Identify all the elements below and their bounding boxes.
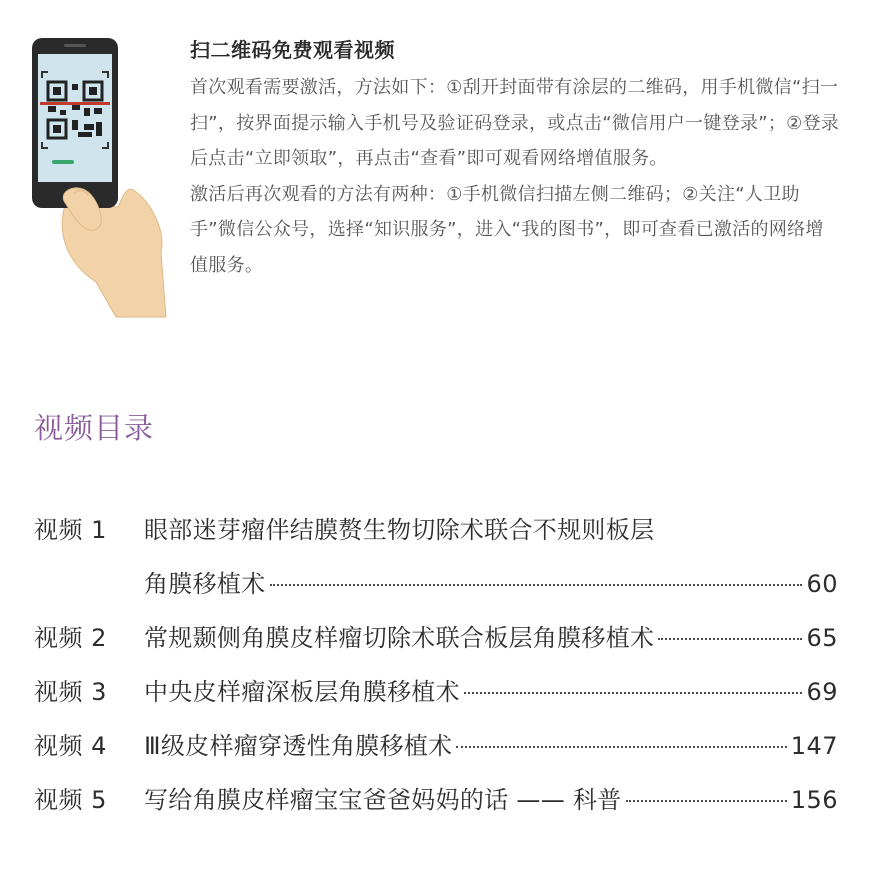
leader-dots <box>658 638 802 640</box>
intro-paragraph-rewatch: 激活后再次观看的方法有两种：①手机微信扫描左侧二维码；②关注“人卫助手”微信公众号，选择“知识服务”，进入“我的图书”，即可查看已激活的网络增值服务。 <box>190 183 824 276</box>
toc-item-1-continuation[interactable] <box>34 564 838 618</box>
leader-dots <box>464 692 803 694</box>
toc-item-title: Ⅲ级皮样瘤穿透性角膜移植术 <box>144 732 453 760</box>
intro-section <box>190 36 840 283</box>
intro-paragraph-activation: 首次观看需要激活，方法如下：①刮开封面带有涂层的二维码，用手机微信“扫一扫”，按界面提示输入手机号及验证码登录，或点击“微信用户一键登录”；②登录后点击“立即领取”，再点击“查看”即可观看网络增值服务。 <box>190 77 840 169</box>
toc-item-title: 中央皮样瘤深板层角膜移植术 <box>144 678 460 706</box>
toc-item-label: 视频 4 <box>34 732 107 760</box>
toc-item-label: 视频 3 <box>34 678 107 706</box>
toc-item-page: 60 <box>806 570 838 598</box>
video-table-of-contents <box>34 510 838 834</box>
leader-dots <box>456 746 786 748</box>
toc-item-2[interactable] <box>34 618 838 672</box>
toc-item-label: 视频 1 <box>34 516 107 544</box>
toc-item-4[interactable] <box>34 726 838 780</box>
toc-item-page: 65 <box>806 624 838 652</box>
toc-item-title: 角膜移植术 <box>144 570 266 598</box>
toc-item-label: 视频 5 <box>34 786 107 814</box>
toc-item-5[interactable] <box>34 780 838 834</box>
toc-item-3[interactable] <box>34 672 838 726</box>
toc-item-title: 写给角膜皮样瘤宝宝爸爸妈妈的话 —— 科普 <box>144 786 622 814</box>
toc-item-page: 147 <box>790 732 838 760</box>
toc-item-page: 156 <box>790 786 838 814</box>
section-heading: 视频目录 <box>34 411 155 445</box>
leader-dots <box>270 584 803 586</box>
toc-item-page: 69 <box>806 678 838 706</box>
toc-item-title: 常规颞侧角膜皮样瘤切除术联合板层角膜移植术 <box>144 624 655 652</box>
toc-item-1[interactable] <box>34 510 838 564</box>
intro-title: 扫二维码免费观看视频 <box>190 38 395 62</box>
leader-dots <box>626 800 787 802</box>
toc-item-title: 眼部迷芽瘤伴结膜赘生物切除术联合不规则板层 <box>144 516 655 544</box>
hand-phone-qr-icon <box>26 32 171 322</box>
toc-item-label: 视频 2 <box>34 624 107 652</box>
